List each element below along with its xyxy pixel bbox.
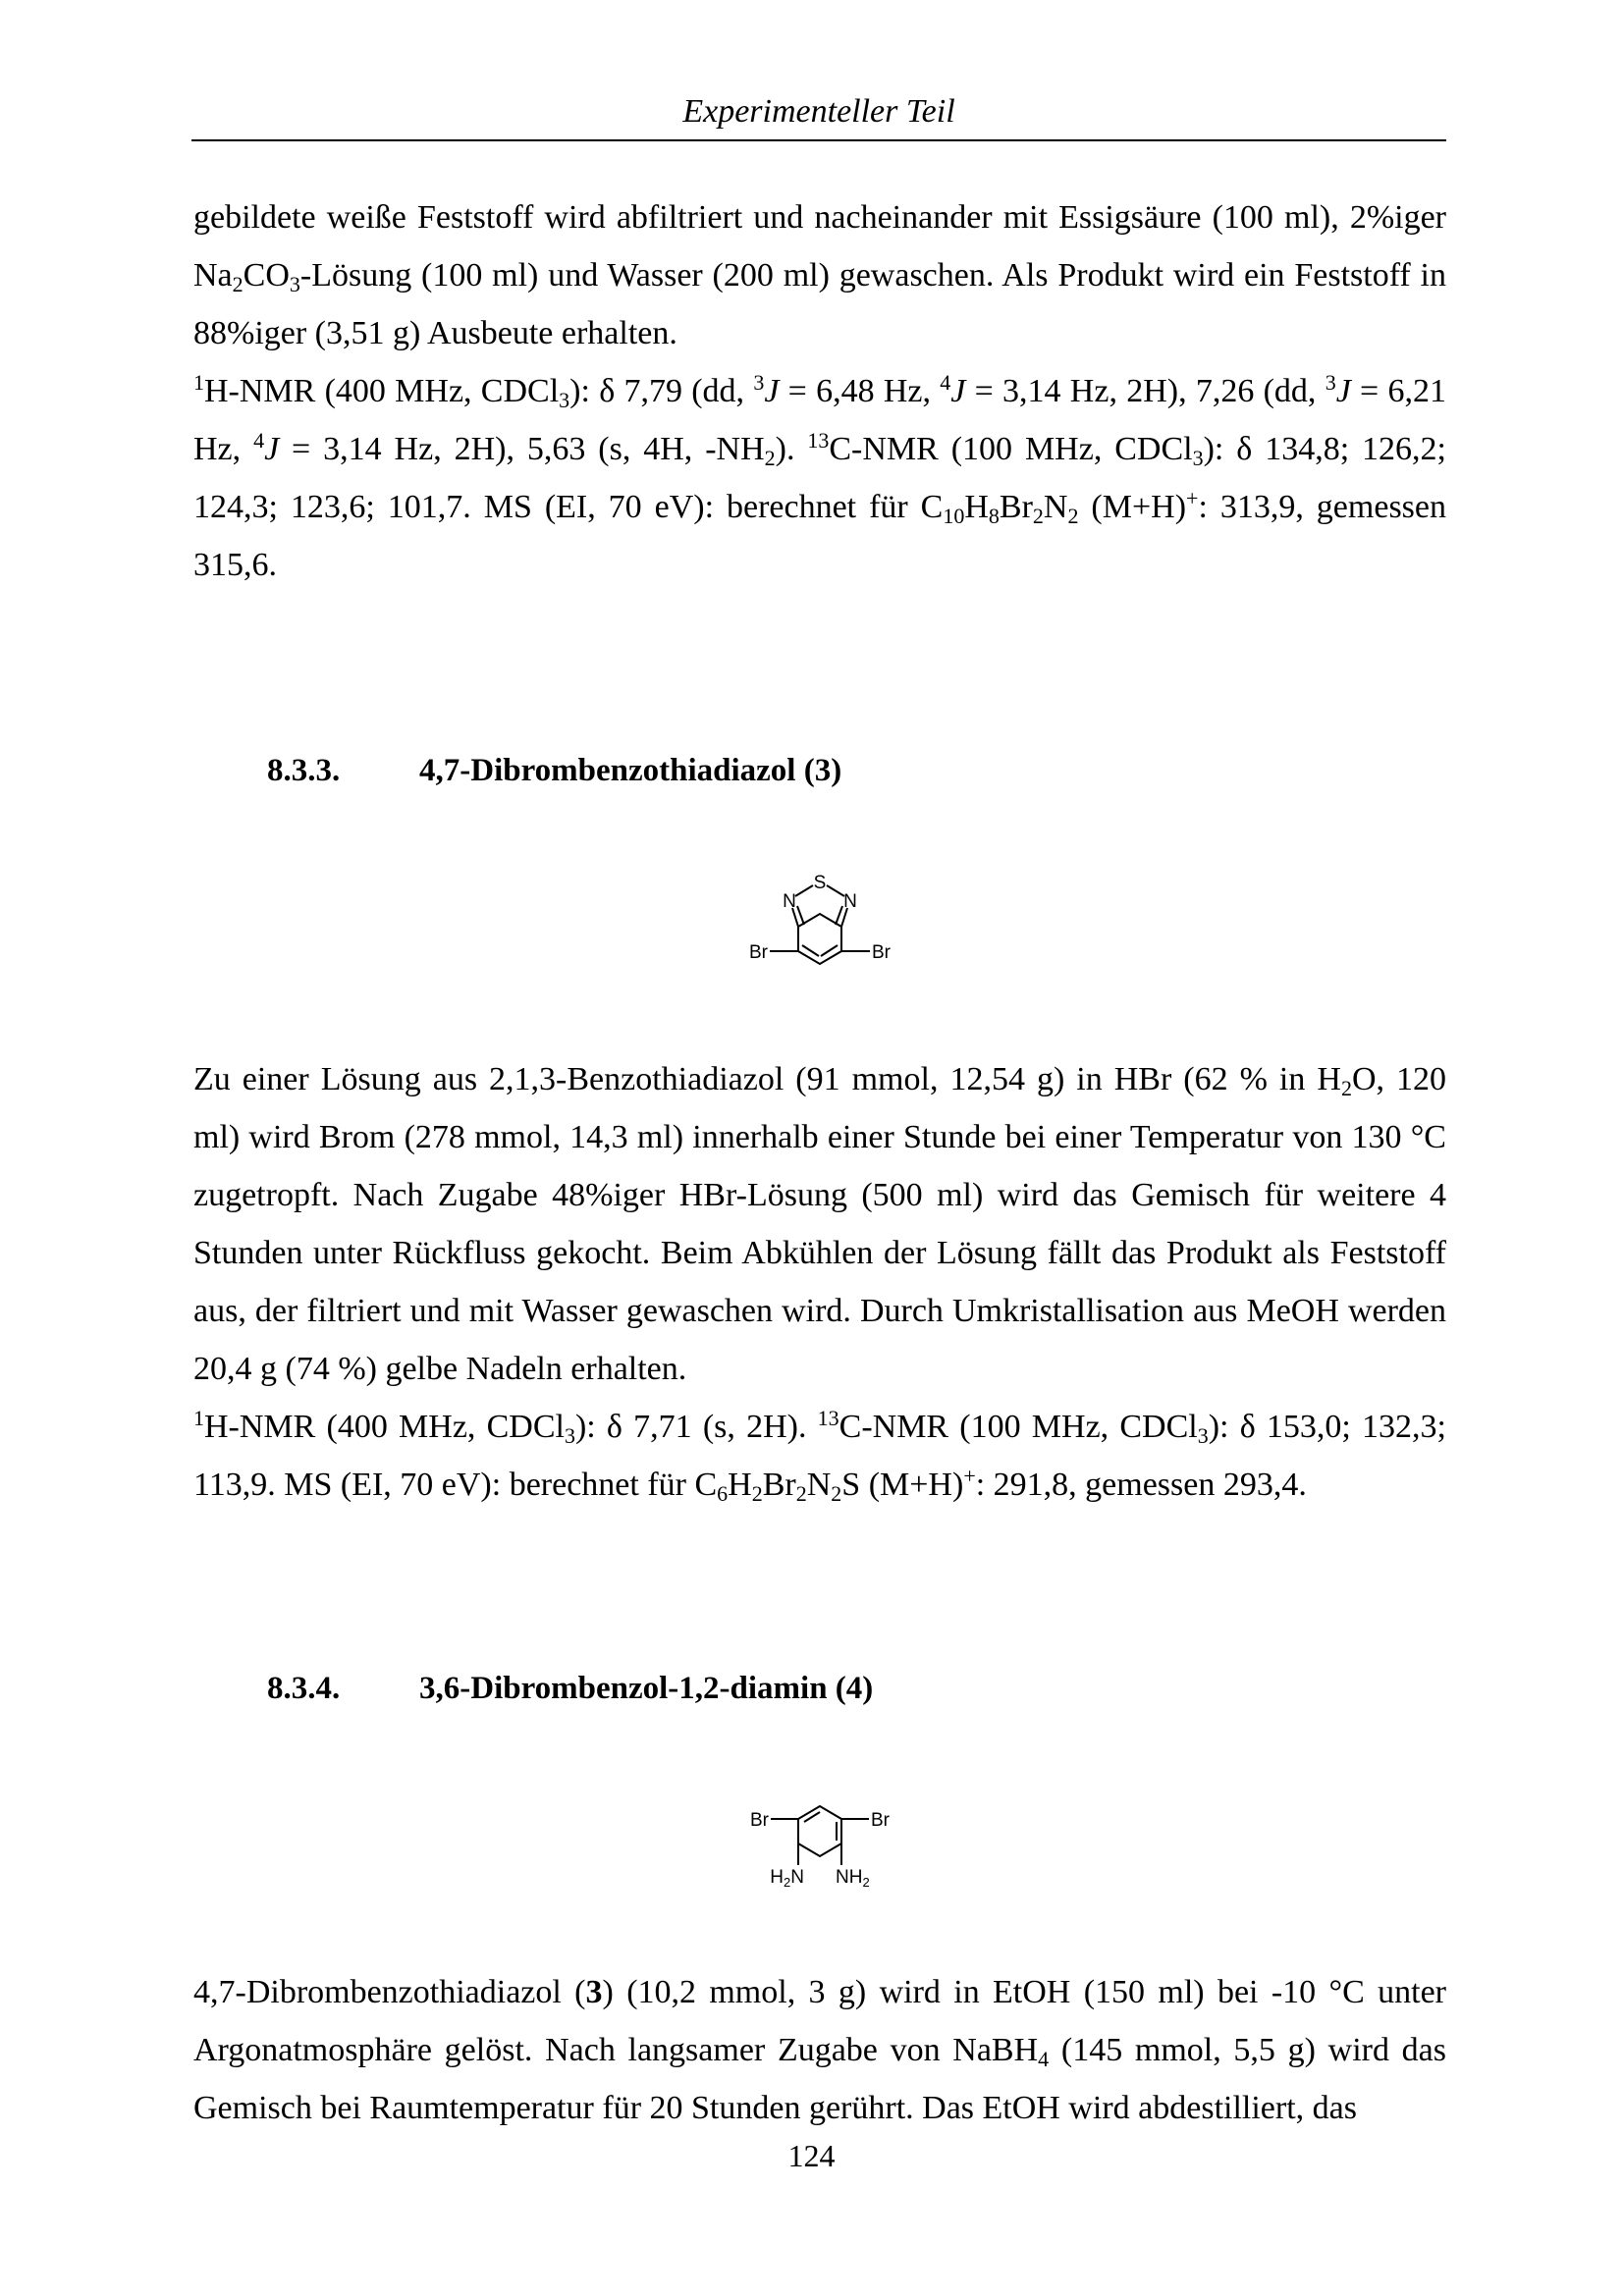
atom-label-br: Br [750, 1810, 769, 1831]
atom-label-nh2: $NH_2$ [836, 1867, 870, 1890]
nmr-data-paragraph: $^1$H-NMR (400 MHz, CDCl$_3$): δ 7,71 (s, 2H). $^{13}$C-NMR (100 MHz, CDCl$_3$): δ 153,0; 132,3; 113,9. MS (EI, 70 eV): berechnet für $C_6H_2Br_2N_2S$ (M+H)+: 291,8, gemessen 293,4. [193, 1406, 1446, 1506]
paragraph-product-workup [193, 188, 1446, 362]
section-number: 8.3.3. [267, 753, 341, 788]
text-line: 88%iger (3,51 g) Ausbeute erhalten. [193, 315, 677, 351]
atom-label-s: S [813, 873, 827, 893]
atom-label-br: Br [749, 942, 768, 963]
chemical-structure-diamine [727, 1772, 923, 1895]
chemical-structure-benzothiadiazole [727, 864, 923, 987]
atom-label-br: Br [871, 1810, 890, 1831]
section-heading-8-3-3 [267, 751, 841, 790]
atom-label-br: Br [872, 942, 891, 963]
text-line: $Na_2CO_3$-Lösung (100 ml) und Wasser (200 ml) gewaschen. Als Produkt wird ein Feststoff in [193, 257, 1446, 296]
paragraph-synthesis-3: Zu einer Lösung aus 2,1,3-Benzothiadiazol (91 mmol, 12,54 g) in HBr (62 % in $H_2O$, 120 ml) wird Brom (278 mmol, 14,3 ml) innerhalb einer Stunde bei einer Temperatur von 130 °C zugetropft. Nach Zugabe 48%iger HBr-Lösung (500 ml) wird das Gemisch für weitere 4 Stunden unter Rückfluss gekocht. Beim Abkühlen der Lösung fällt das Produkt als Feststoff aus, der filtriert und mit Wasser gewaschen wird. Durch Umkristallisation aus MeOH werden 20,4 g (74 %) gelbe Nadeln erhalten. [193, 1061, 1446, 1387]
section-number: 8.3.4. [267, 1671, 341, 1706]
text-line: gebildete weiße Feststoff wird abfiltriert und nacheinander mit Essigsäure (100 ml), 2%iger [193, 199, 1446, 236]
running-header [191, 94, 1446, 141]
section-title: 4,7-Dibrombenzothiadiazol (3) [419, 753, 842, 788]
nmr-data-paragraph: $^1$H-NMR (400 MHz, CDCl$_3$): δ 7,79 (dd, $^3$J = 6,48 Hz, $^4$J = 3,14 Hz, 2H), 7,26 (dd, $^3$J = 6,21 Hz, $^4$J = 3,14 Hz, 2H), 5,63 (s, 4H, $-NH_2$). $^{13}$C-NMR (100 MHz, CDCl$_3$): δ 134,8; 126,2; 124,3; 123,6; 101,7. MS (EI, 70 eV): berechnet für $C_{10}H_8Br_2N_2$ (M+H)+: 313,9, gemessen 315,6. [193, 370, 1446, 583]
section-title: 3,6-Dibrombenzol-1,2-diamin (4) [419, 1671, 874, 1706]
page-number: 124 [787, 2138, 836, 2173]
header-title: Experimenteller Teil [682, 93, 955, 130]
paragraph-synthesis-4: 4,7-Dibrombenzothiadiazol (3) (10,2 mmol, 3 g) wird in EtOH (150 ml) bei -10 °C unter Argonatmosphäre gelöst. Nach langsamer Zugabe von NaBH$_4$ (145 mmol, 5,5 g) wird das Gemisch bei Raumtemperatur für 20 Stunden gerührt. Das EtOH wird abdestilliert, das [193, 1974, 1446, 2126]
atom-label-n: N [843, 891, 857, 912]
section-heading-8-3-4 [267, 1669, 873, 1708]
atom-label-h2n: $H_2N$ [770, 1867, 804, 1890]
atom-label-n: N [783, 891, 796, 912]
